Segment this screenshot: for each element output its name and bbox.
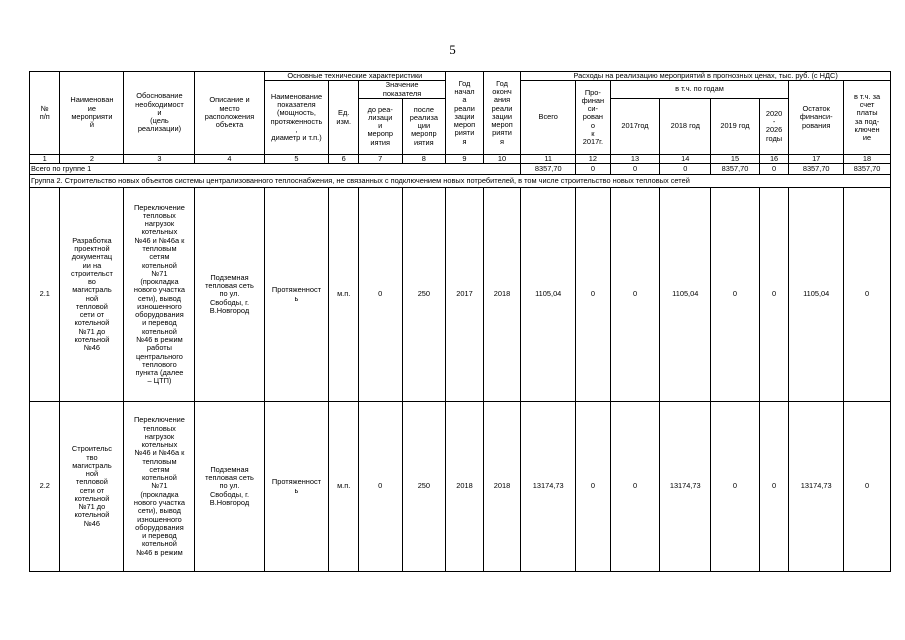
column-number: 7 — [358, 154, 402, 163]
header-years-group: в т.ч. по годам — [610, 81, 789, 99]
row-2017: 0 — [610, 188, 660, 402]
row-2019: 0 — [711, 188, 760, 402]
column-number: 2 — [60, 154, 124, 163]
row-indicator: Протяженност ь — [264, 188, 329, 402]
row-indicator: Протяженност ь — [264, 402, 329, 572]
header-end-year: Год оконч ания реали зации мероп рияти я — [483, 72, 521, 155]
column-number: 1 — [30, 154, 60, 163]
column-number: 3 — [124, 154, 195, 163]
group1-2017-value: 0 — [610, 164, 660, 175]
row-description: Подземная тепловая сеть по ул. Свободы, г. В.Новгород — [195, 188, 264, 402]
row-2018: 13174,73 — [660, 402, 711, 572]
group2-title: Группа 2. Строительство новых объектов системы централизованного теплоснабжения, не связанных с подключением новых потребителей, в том числе строительство новых тепловых сетей — [30, 175, 891, 188]
column-number: 8 — [402, 154, 446, 163]
header-start-year: Год начал а реали зации мероп рияти я — [446, 72, 484, 155]
group2-title-row — [30, 175, 891, 188]
header-tech-group: Основные технические характеристики — [264, 72, 446, 81]
row-start: 2017 — [446, 188, 484, 402]
header-total: Всего — [521, 81, 576, 155]
header-cost-group: Расходы на реализацию мероприятий в прогнозных ценах, тыс. руб. (с НДС) — [521, 72, 891, 81]
column-number: 14 — [660, 154, 711, 163]
header-value-group: Значение показателя — [358, 81, 445, 99]
row-num: 2.1 — [30, 188, 60, 402]
header-2017: 2017год — [610, 98, 660, 154]
investment-program-table — [29, 71, 891, 572]
header-row-1 — [30, 72, 891, 81]
header-unit: Ед. изм. — [329, 81, 358, 155]
column-number: 12 — [576, 154, 611, 163]
row-total: 13174,73 — [521, 402, 576, 572]
row-end: 2018 — [483, 188, 521, 402]
header-name: Наименован ие мероприяти й — [60, 72, 124, 155]
column-number: 16 — [759, 154, 788, 163]
header-connection: в т.ч. за счет платы за под- ключен ие — [844, 81, 891, 155]
column-number: 6 — [329, 154, 358, 163]
row-unit: м.п. — [329, 402, 358, 572]
header-reason: Обоснование необходимост и (цель реализации) — [124, 72, 195, 155]
row-end: 2018 — [483, 402, 521, 572]
row-2018: 1105,04 — [660, 188, 711, 402]
row-num: 2.2 — [30, 402, 60, 572]
page-number: 5 — [449, 42, 456, 57]
row-financed: 0 — [576, 188, 611, 402]
row-unit: м.п. — [329, 188, 358, 402]
table-row — [30, 402, 891, 572]
header-2018: 2018 год — [660, 98, 711, 154]
header-financed: Про- финан си- рован о к 2017г. — [576, 81, 611, 155]
column-number-row — [30, 154, 891, 163]
row-after: 250 — [402, 402, 446, 572]
row-start: 2018 — [446, 402, 484, 572]
group1-2020-value: 0 — [759, 164, 788, 175]
header-before: до реа- лизаци и меропр иятия — [358, 98, 402, 154]
header-after: после реализа ции меропр иятия — [402, 98, 446, 154]
column-number: 18 — [844, 154, 891, 163]
group1-connection-value: 8357,70 — [844, 164, 891, 175]
column-number: 15 — [711, 154, 760, 163]
row-name: Разработка проектной документац ии на строительст во магистраль ной тепловой сети от котельной №71 до котельной №46 — [60, 188, 124, 402]
row-reason: Переключение тепловых нагрузок котельных №46 и №46а к тепловым сетям котельной №71 (прокладка нового участка сети), вывод изношенного оборудования и перевод котельной №46 в режим — [124, 402, 195, 572]
header-num: № п/п — [30, 72, 60, 155]
row-2019: 0 — [711, 402, 760, 572]
column-number: 5 — [264, 154, 329, 163]
header-description: Описание и место расположения объекта — [195, 72, 264, 155]
group1-total-value: 8357,70 — [521, 164, 576, 175]
header-remaining: Остаток финанси- рования — [789, 81, 844, 155]
row-total: 1105,04 — [521, 188, 576, 402]
group1-2019-value: 8357,70 — [711, 164, 760, 175]
column-number: 11 — [521, 154, 576, 163]
row-remaining: 1105,04 — [789, 188, 844, 402]
row-before: 0 — [358, 188, 402, 402]
column-number: 9 — [446, 154, 484, 163]
column-number: 17 — [789, 154, 844, 163]
group1-remaining-value: 8357,70 — [789, 164, 844, 175]
row-connection: 0 — [844, 188, 891, 402]
row-description: Подземная тепловая сеть по ул. Свободы, г. В.Новгород — [195, 402, 264, 572]
column-number: 10 — [483, 154, 521, 163]
column-number: 4 — [195, 154, 264, 163]
header-indicator: Наименование показателя (мощность, протяженность , диаметр и т.п.) — [264, 81, 329, 155]
header-2020-2026: 2020 - 2026 годы — [759, 98, 788, 154]
row-2020-2026: 0 — [759, 188, 788, 402]
group1-2018-value: 0 — [660, 164, 711, 175]
group1-total-row — [30, 164, 891, 175]
group1-total-label: Всего по группе 1 — [30, 164, 521, 175]
row-reason: Переключение тепловых нагрузок котельных №46 и №46а к тепловым сетям котельной №71 (прокладка нового участка сети), вывод изношенного оборудования и перевод котельной №46 в режим работы центрального теплового пункта (далее – ЦТП) — [124, 188, 195, 402]
row-2020-2026: 0 — [759, 402, 788, 572]
row-connection: 0 — [844, 402, 891, 572]
row-financed: 0 — [576, 402, 611, 572]
group1-financed-value: 0 — [576, 164, 611, 175]
column-number: 13 — [610, 154, 660, 163]
row-remaining: 13174,73 — [789, 402, 844, 572]
row-name: Строительс тво магистраль ной тепловой сети от котельной №71 до котельной №46 — [60, 402, 124, 572]
table-row — [30, 188, 891, 402]
row-after: 250 — [402, 188, 446, 402]
row-2017: 0 — [610, 402, 660, 572]
row-before: 0 — [358, 402, 402, 572]
header-2019: 2019 год — [711, 98, 760, 154]
